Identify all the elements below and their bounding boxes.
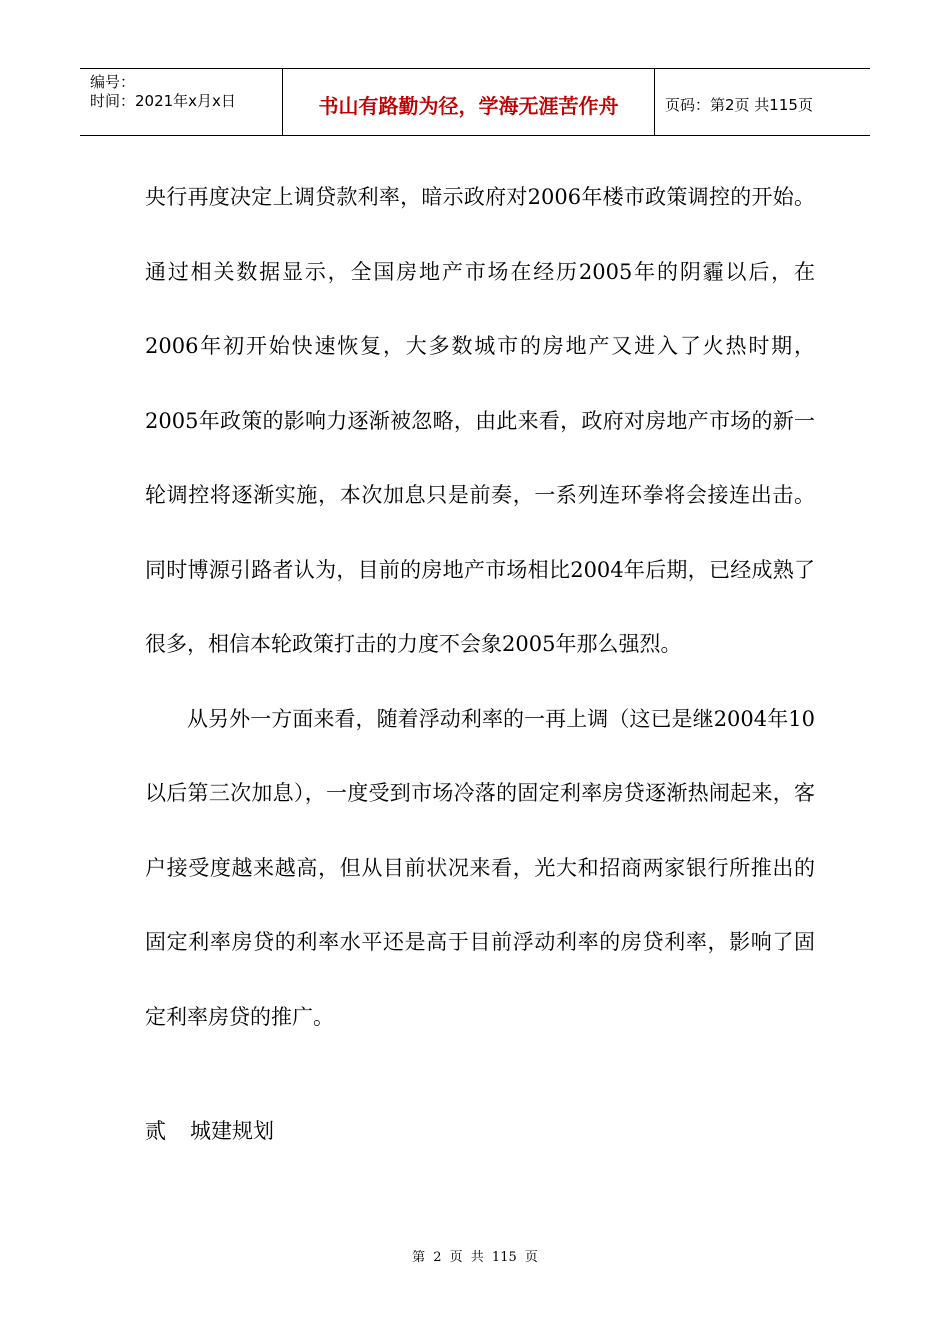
section-heading xyxy=(145,1116,274,1146)
section-title: 城建规划 xyxy=(190,1119,274,1143)
section-number: 贰 xyxy=(145,1119,166,1143)
header-meta xyxy=(80,69,282,135)
document-body xyxy=(145,160,815,1054)
page-header xyxy=(80,68,870,136)
header-page-info: 页码：第2页 共115页 xyxy=(665,95,813,114)
serial-label: 编号： xyxy=(90,73,136,91)
page-footer: 第 2 页 共 115 页 xyxy=(412,1250,538,1265)
paragraph-1: 央行再度决定上调贷款利率，暗示政府对2006年楼市政策调控的开始。通过相关数据显示，全国房地产市场在经历2005年的阴霾以后，在2006年初开始快速恢复，大多数城市的房地产又进入了火热时期，2005年政策的影响力逐渐被忽略，由此来看，政府对房地产市场的新一轮调控将逐渐实施，本次加息只是前奏，一系列连环拳将会接连出击。同时博源引路者认为，目前的房地产市场相比2004年后期，已经成熟了很多，相信本轮政策打击的力度不会象2005年那么强烈。 xyxy=(145,185,815,656)
date-label: 时间：2021年x月x日 xyxy=(90,92,236,110)
paragraph-2: 从另外一方面来看，随着浮动利率的一再上调（这已是继2004年10以后第三次加息），一度受到市场冷落的固定利率房贷逐渐热闹起来，客户接受度越来越高，但从目前状况来看，光大和招商两家银行所推出的固定利率房贷的利率水平还是高于目前浮动利率的房贷利率，影响了固定利率房贷的推广。 xyxy=(145,706,815,1029)
header-motto: 书山有路勤为径，学海无涯苦作舟 xyxy=(282,69,655,135)
